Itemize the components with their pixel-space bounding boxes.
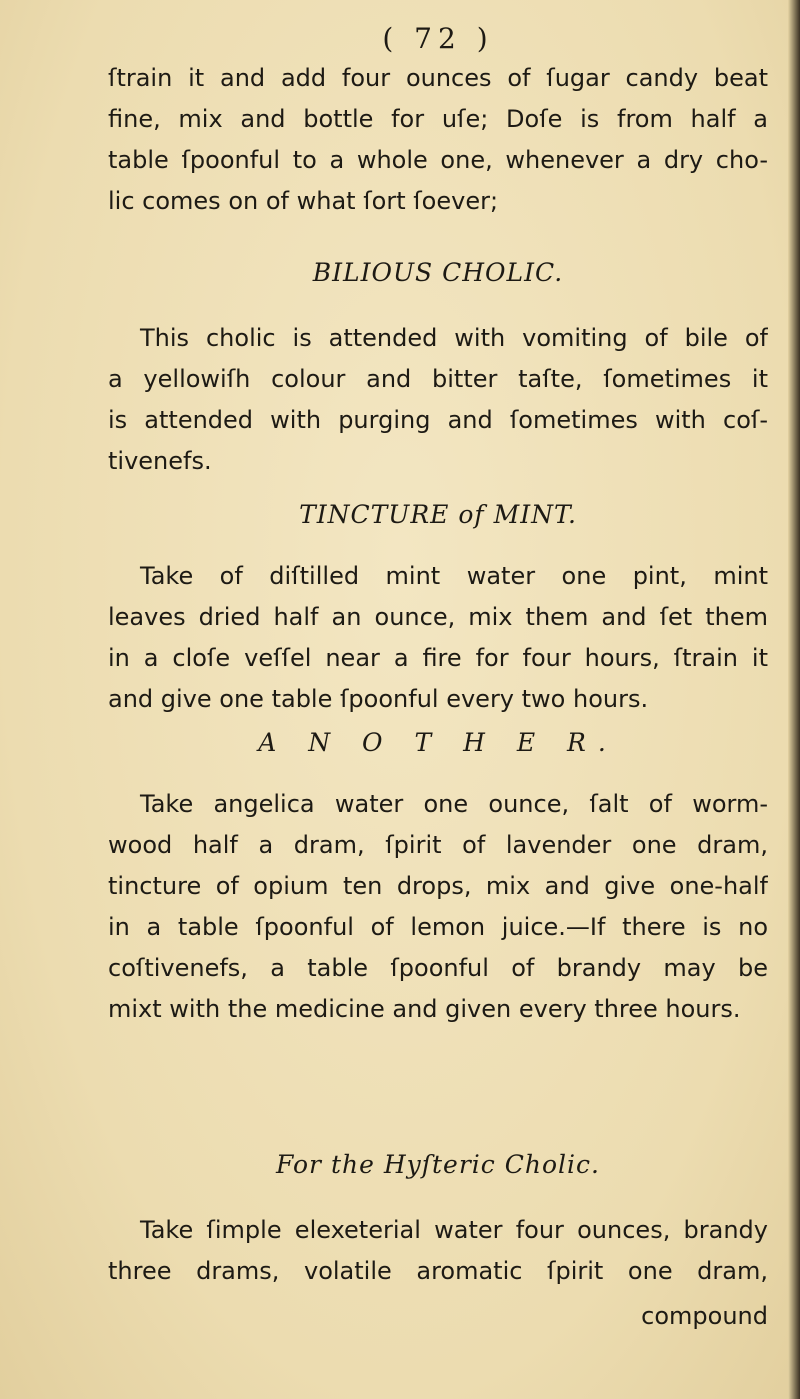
text-line: three drams, volatile aromatic ſpirit one dram, bbox=[108, 1257, 768, 1285]
heading-bilious-cholic: BILIOUS CHOLIC. bbox=[312, 258, 564, 287]
text-line: wood half a dram, ſpirit of lavender one dram, bbox=[108, 831, 768, 859]
text-line: and give one table ſpoonful every two hours. bbox=[108, 685, 649, 713]
paragraph-angelica-water bbox=[108, 784, 768, 1030]
text-line: mixt with the medicine and given every three hours. bbox=[108, 995, 741, 1023]
paragraph-sugar-candy bbox=[108, 58, 768, 222]
text-line: Take angelica water one ounce, ſalt of worm- bbox=[140, 790, 768, 818]
text-line: Take ſimple elexeterial water four ounces, brandy bbox=[140, 1216, 768, 1244]
paragraph-bilious-cholic bbox=[108, 318, 768, 482]
paragraph-tincture-of-mint bbox=[108, 556, 768, 720]
text-line: ſtrain it and add four ounces of ſugar candy beat bbox=[108, 64, 768, 92]
text-line: tincture of opium ten drops, mix and give one-half bbox=[108, 872, 768, 900]
text-line: table ſpoonful to a whole one, whenever a dry cho- bbox=[108, 146, 768, 174]
text-line: in a table ſpoonful of lemon juice.—If there is no bbox=[108, 913, 768, 941]
book-page bbox=[108, 0, 768, 1399]
paragraph-hysteric-cholic bbox=[108, 1210, 768, 1292]
text-line: coſtivenefs, a table ſpoonful of brandy may be bbox=[108, 954, 768, 982]
text-line: is attended with purging and ſometimes with coſ- bbox=[108, 406, 768, 434]
text-line: tivenefs. bbox=[108, 447, 212, 475]
heading-another: A N O T H E R. bbox=[258, 728, 618, 757]
heading-hysteric-cholic: For the Hyſteric Cholic. bbox=[276, 1150, 600, 1179]
text-line: fine, mix and bottle for uſe; Doſe is from half a bbox=[108, 105, 768, 133]
page-number: ( 72 ) bbox=[382, 22, 494, 55]
text-line: lic comes on of what ſort ſoever; bbox=[108, 187, 499, 215]
catchword: compound bbox=[641, 1302, 768, 1330]
text-line: This cholic is attended with vomiting of bile of bbox=[140, 324, 768, 352]
page-edge-shadow bbox=[788, 0, 800, 1399]
heading-tincture-of-mint: TINCTURE of MINT. bbox=[299, 500, 577, 529]
text-line: Take of diſtilled mint water one pint, mint bbox=[140, 562, 768, 590]
text-line: in a cloſe veſſel near a fire for four hours, ſtrain it bbox=[108, 644, 768, 672]
text-line: leaves dried half an ounce, mix them and ſet them bbox=[108, 603, 768, 631]
text-line: a yellowiſh colour and bitter taſte, ſometimes it bbox=[108, 365, 768, 393]
